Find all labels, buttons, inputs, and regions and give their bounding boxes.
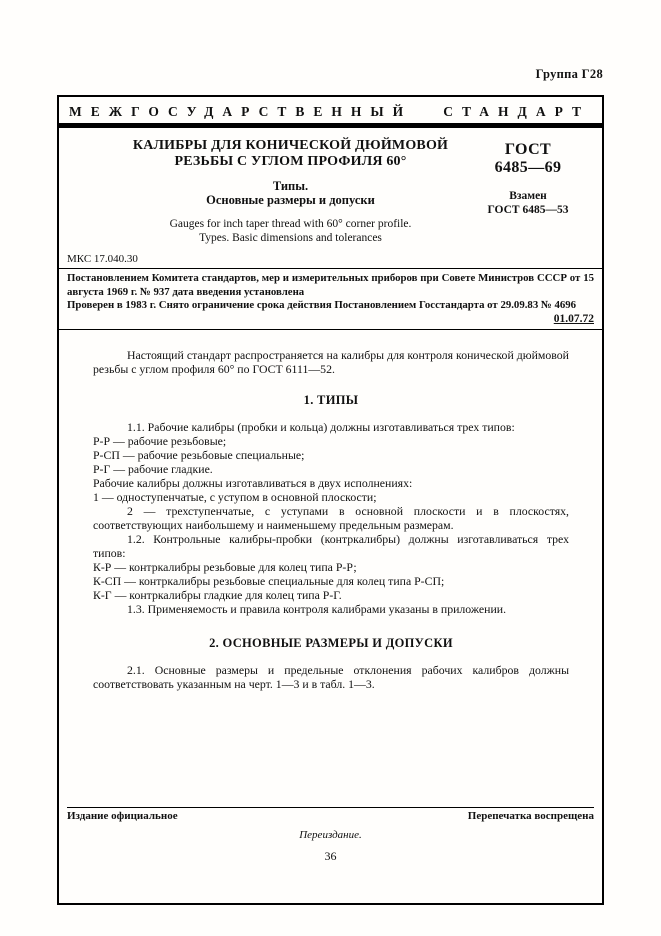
replaces-number: ГОСТ 6485—53 [487,203,569,216]
decree-paragraph-2: Проверен в 1983 г. Снято ограничение срока действия Постановлением Госстандарта от 29.09.83 № 4696 [67,299,577,311]
title-section [59,138,602,245]
reprint-forbidden-note: Перепечатка воспрещена [467,810,594,822]
section-1-heading: 1. ТИПЫ [303,393,359,407]
official-edition-note: Издание официальное [67,810,178,822]
masthead-word-standard: СТАНДАРТ [443,104,590,119]
counter-item-k-g: К-Г — контркалибры гладкие для колец типа Р-Г. [93,588,342,602]
section-2-heading: 2. ОСНОВНЫЕ РАЗМЕРЫ И ДОПУСКИ [209,636,453,650]
page-footer [67,807,594,863]
execution-item-2: 2 — трехступенчатые, с уступами в основной плоскости и в плоскостях, соответствующих наибольшему и наименьшему предельным размерам. [93,504,569,532]
gost-label: ГОСТ [504,141,552,158]
type-item-p-sp: Р-СП — рабочие резьбовые специальные; [93,448,305,462]
paragraph-1-1: 1.1. Рабочие калибры (пробки и кольца) должны изготавливаться трех типов: [127,420,515,434]
masthead-word-interstate: МЕЖГОСУДАРСТВЕННЫЙ [69,104,413,119]
intro-paragraph: Настоящий стандарт распространяется на калибры для контроля конической дюймовой резьбы с углом профиля 60° по ГОСТ 6111—52. [93,348,569,376]
document-title-line-2: РЕЗЬБЫ С УГЛОМ ПРОФИЛЯ 60° [174,154,407,169]
effective-date: 01.07.72 [553,312,594,325]
document-title-line-1: КАЛИБРЫ ДЛЯ КОНИЧЕСКОЙ ДЮЙМОВОЙ [132,138,449,153]
english-title-block [117,218,464,245]
subtitle-block [117,179,464,207]
title-block [69,138,464,245]
replaces-block [464,190,592,217]
gost-designation-block [464,138,592,245]
document-subtitle-line-2: Основные размеры и допуски [206,193,375,207]
replaces-label: Взамен [509,190,547,202]
group-code: Группа Г28 [535,67,603,81]
counter-item-k-sp: К-СП — контркалибры резьбовые специальные для колец типа Р-СП; [93,574,445,588]
masthead-bar [59,123,602,128]
type-item-p-r: Р-Р — рабочие резьбовые; [93,434,227,448]
gost-number: 6485—69 [494,159,562,176]
paragraph-2-1: 2.1. Основные размеры и предельные отклонения рабочих калибров должны соответствовать указанным на черт. 1—3 и в табл. 1—3. [93,663,569,691]
execution-item-1: 1 — одноступенчатые, с уступом в основной плоскости; [93,490,377,504]
document-body [59,348,602,691]
decree-paragraph-1: Постановлением Комитета стандартов, мер и измерительных приборов при Совете Министров СССР от 15 августа 1969 г. № 937 дата введения установлена [67,272,594,298]
page-frame [57,95,604,905]
masthead [59,97,602,120]
type-item-p-g: Р-Г — рабочие гладкие. [93,462,213,476]
mks-code: МКС 17.040.30 [67,253,138,265]
rule-below-decree [59,329,602,330]
footer-row [67,808,594,823]
document-subtitle-line-1: Типы. [272,179,309,193]
english-title-line-2: Types. Basic dimensions and tolerances [199,231,382,244]
decree-block [59,269,602,313]
paragraph-executions: Рабочие калибры должны изготавливаться в двух исполнениях: [93,476,413,490]
effective-date-row [59,313,602,330]
english-title-line-1: Gauges for inch taper thread with 60° corner profile. [169,218,412,230]
reissue-note: Переиздание. [299,829,362,841]
paragraph-1-3: 1.3. Применяемость и правила контроля калибрами указаны в приложении. [127,602,507,616]
counter-item-k-r: К-Р — контркалибры резьбовые для колец типа Р-Р; [93,560,357,574]
page-number: 36 [324,849,337,863]
paragraph-1-2: 1.2. Контрольные калибры-пробки (контркалибры) должны изготавливаться трех типов: [93,532,569,560]
